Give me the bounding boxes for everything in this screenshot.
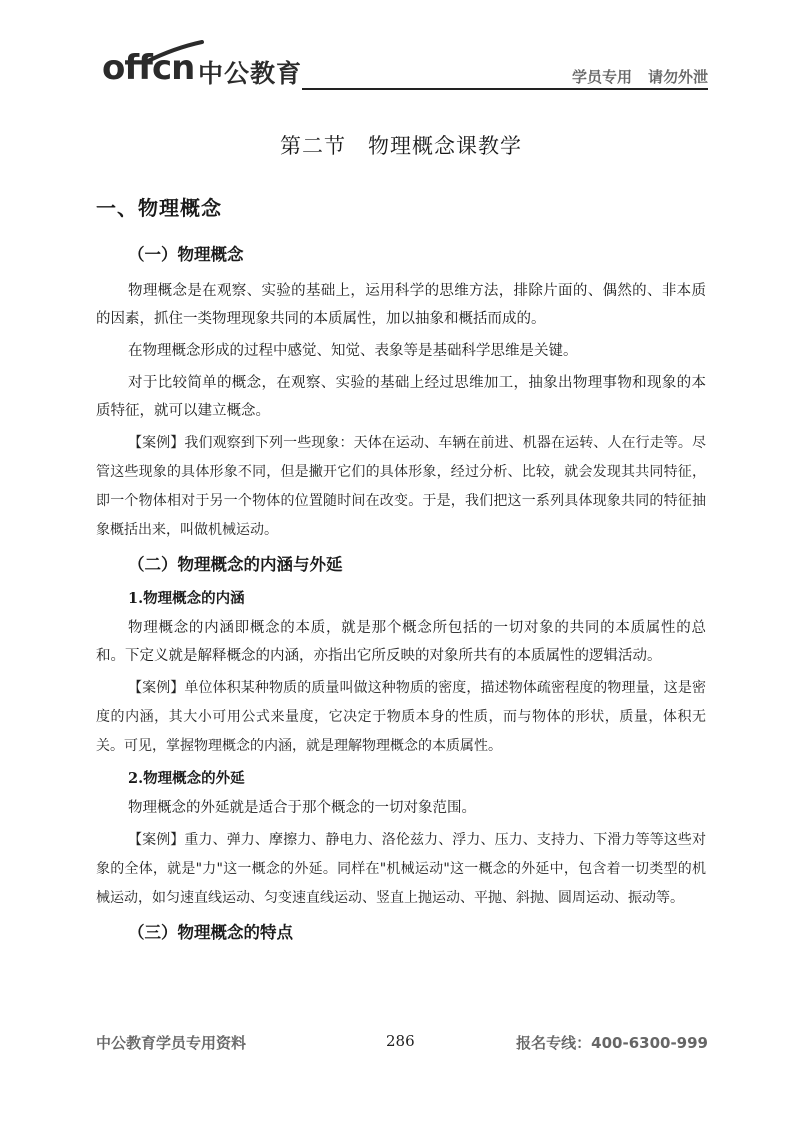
section-title: 第二节 物理概念课教学 bbox=[280, 134, 522, 158]
heading-connotation: 1.物理概念的内涵 bbox=[128, 590, 245, 607]
footer-hotline: 报名专线：400-6300-999 bbox=[516, 1034, 708, 1052]
heading-characteristics: （三）物理概念的特点 bbox=[128, 923, 293, 942]
student-only-label: 学员专用 bbox=[571, 68, 632, 86]
heading-extension: 2.物理概念的外延 bbox=[128, 770, 245, 787]
footer-source: 中公教育学员专用资料 bbox=[96, 1034, 247, 1052]
logo-latin-text: offcn bbox=[102, 48, 195, 88]
case-example: 【案例】单位体积某种物质的质量叫做这种物质的密度，描述物体疏密程度的物理量，这是密度的内涵，其大小可用公式来量度，它决定于物质本身的性质，而与物体的形状，质量，体积无关。可见，掌握物理概念的内涵，就是理解物理概念的本质属性。 bbox=[96, 680, 706, 754]
heading-connotation-extension: （二）物理概念的内涵与外延 bbox=[128, 555, 343, 574]
paragraph: 物理概念的内涵即概念的本质，就是那个概念所包括的一切对象的共同的本质属性的总和。下定义就是解释概念的内涵，亦指出它所反映的对象所共有的本质属性的逻辑活动。 bbox=[96, 620, 706, 664]
heading-physics-concepts: 一、物理概念 bbox=[96, 196, 222, 220]
page-content bbox=[96, 130, 706, 955]
offcn-logo bbox=[96, 46, 306, 90]
paragraph: 物理概念的外延就是适合于那个概念的一切对象范围。 bbox=[128, 800, 476, 816]
do-not-leak-label: 请勿外泄 bbox=[647, 68, 708, 86]
paragraph: 物理概念是在观察、实验的基础上，运用科学的思维方法，排除片面的、偶然的、非本质的因素，抓住一类物理现象共同的本质属性，加以抽象和概括而成的。 bbox=[96, 283, 706, 327]
case-example: 【案例】我们观察到下列一些现象：天体在运动、车辆在前进、机器在运转、人在行走等。尽管这些现象的具体形象不同，但是撇开它们的具体形象，经过分析、比较，就会发现其共同特征，即一个物体相对于另一个物体的位置随时间在改变。于是，我们把这一系列具体现象共同的特征抽象概括出来，叫做机械运动。 bbox=[96, 435, 706, 538]
page-number: 286 bbox=[386, 1032, 415, 1050]
heading-physics-concept: （一）物理概念 bbox=[128, 245, 244, 264]
paragraph: 在物理概念形成的过程中感觉、知觉、表象等是基础科学思维是关键。 bbox=[128, 343, 578, 359]
page-header bbox=[96, 38, 708, 98]
header-divider bbox=[302, 88, 708, 90]
header-notice bbox=[556, 66, 708, 87]
paragraph: 对于比较简单的概念，在观察、实验的基础上经过思维加工，抽象出物理事物和现象的本质特征，就可以建立概念。 bbox=[96, 375, 706, 419]
page-footer bbox=[96, 1032, 708, 1056]
logo-chinese-text: 中公教育 bbox=[198, 59, 303, 88]
case-example: 【案例】重力、弹力、摩擦力、静电力、洛伦兹力、浮力、压力、支持力、下滑力等等这些对象的全体，就是"力"这一概念的外延。同样在"机械运动"这一概念的外延中，包含着一切类型的机械运动，如匀速直线运动、匀变速直线运动、竖直上抛运动、平抛、斜抛、圆周运动、振动等。 bbox=[96, 832, 706, 906]
